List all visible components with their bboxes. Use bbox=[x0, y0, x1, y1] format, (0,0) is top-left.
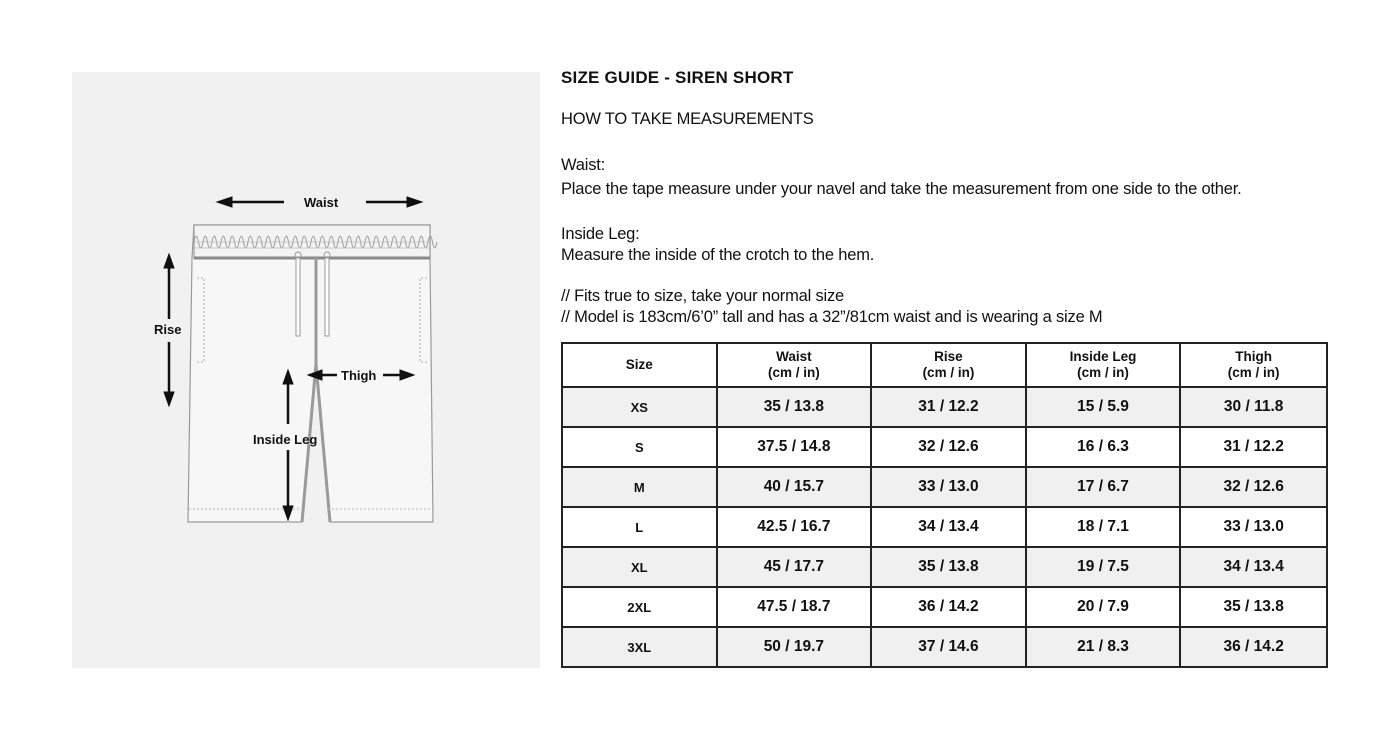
header-inside-leg bbox=[1026, 343, 1181, 387]
shorts-diagram-panel bbox=[72, 72, 540, 668]
cell-inside-leg: 16 / 6.3 bbox=[1026, 427, 1181, 467]
measurements-heading: HOW TO TAKE MEASUREMENTS bbox=[561, 110, 814, 128]
cell-inside-leg: 21 / 8.3 bbox=[1026, 627, 1181, 667]
waist-label: Waist bbox=[304, 195, 339, 210]
header-waist bbox=[717, 343, 872, 387]
header-label: Size bbox=[625, 357, 653, 372]
shorts-illustration bbox=[72, 72, 540, 668]
cell-inside-leg: 15 / 5.9 bbox=[1026, 387, 1181, 427]
header-unit: (cm / in) bbox=[922, 365, 975, 380]
cell-inside-leg: 19 / 7.5 bbox=[1026, 547, 1181, 587]
table-row bbox=[562, 547, 1327, 587]
cell-thigh: 36 / 14.2 bbox=[1180, 627, 1327, 667]
size-table-header bbox=[562, 343, 1327, 387]
header-rise bbox=[871, 343, 1026, 387]
inside-leg-label: Inside Leg bbox=[253, 432, 318, 447]
cell-rise: 34 / 13.4 bbox=[871, 507, 1026, 547]
cell-rise: 36 / 14.2 bbox=[871, 587, 1026, 627]
fit-note: // Fits true to size, take your normal size bbox=[561, 287, 845, 305]
header-label: Waist bbox=[776, 349, 812, 364]
thigh-label: Thigh bbox=[341, 368, 377, 383]
size-table bbox=[561, 342, 1328, 668]
cell-size: 2XL bbox=[562, 587, 717, 627]
table-row bbox=[562, 627, 1327, 667]
cell-size: XL bbox=[562, 547, 717, 587]
table-row bbox=[562, 387, 1327, 427]
header-label: Inside Leg bbox=[1069, 349, 1137, 364]
page-title: SIZE GUIDE - SIREN SHORT bbox=[561, 68, 794, 87]
cell-waist: 40 / 15.7 bbox=[717, 467, 872, 507]
rise-label: Rise bbox=[154, 322, 182, 337]
header-label: Thigh bbox=[1235, 349, 1273, 364]
header-label: Rise bbox=[934, 349, 963, 364]
cell-size: L bbox=[562, 507, 717, 547]
waistband bbox=[194, 225, 430, 258]
cell-thigh: 31 / 12.2 bbox=[1180, 427, 1327, 467]
cell-waist: 42.5 / 16.7 bbox=[717, 507, 872, 547]
cell-rise: 31 / 12.2 bbox=[871, 387, 1026, 427]
cell-rise: 32 / 12.6 bbox=[871, 427, 1026, 467]
cell-inside-leg: 18 / 7.1 bbox=[1026, 507, 1181, 547]
cell-waist: 45 / 17.7 bbox=[717, 547, 872, 587]
cell-size: S bbox=[562, 427, 717, 467]
shorts-outline bbox=[188, 225, 433, 522]
cell-inside-leg: 17 / 6.7 bbox=[1026, 467, 1181, 507]
size-guide-text bbox=[561, 66, 1361, 326]
cell-thigh: 33 / 13.0 bbox=[1180, 507, 1327, 547]
table-row bbox=[562, 587, 1327, 627]
header-thigh bbox=[1180, 343, 1327, 387]
cell-thigh: 32 / 12.6 bbox=[1180, 467, 1327, 507]
cell-size: 3XL bbox=[562, 627, 717, 667]
cell-rise: 33 / 13.0 bbox=[871, 467, 1026, 507]
cell-inside-leg: 20 / 7.9 bbox=[1026, 587, 1181, 627]
cell-thigh: 35 / 13.8 bbox=[1180, 587, 1327, 627]
header-size bbox=[562, 343, 717, 387]
drawstring-left bbox=[296, 258, 300, 336]
cell-waist: 37.5 / 14.8 bbox=[717, 427, 872, 467]
header-unit: (cm / in) bbox=[1077, 365, 1129, 380]
cell-thigh: 30 / 11.8 bbox=[1180, 387, 1327, 427]
cell-thigh: 34 / 13.4 bbox=[1180, 547, 1327, 587]
table-row bbox=[562, 507, 1327, 547]
inside-leg-heading: Inside Leg: bbox=[561, 225, 640, 243]
cell-size: M bbox=[562, 467, 717, 507]
header-unit: (cm / in) bbox=[1227, 365, 1280, 380]
inside-leg-instructions: Measure the inside of the crotch to the hem. bbox=[561, 246, 875, 264]
table-row bbox=[562, 427, 1327, 467]
cell-size: XS bbox=[562, 387, 717, 427]
cell-waist: 47.5 / 18.7 bbox=[717, 587, 872, 627]
model-note: // Model is 183cm/6’0” tall and has a 32”/81cm waist and is wearing a size M bbox=[561, 308, 1103, 326]
table-row bbox=[562, 467, 1327, 507]
header-unit: (cm / in) bbox=[767, 365, 820, 380]
cell-rise: 37 / 14.6 bbox=[871, 627, 1026, 667]
waist-instructions: Place the tape measure under your navel and take the measurement from one side to the other. bbox=[561, 180, 1242, 198]
cell-rise: 35 / 13.8 bbox=[871, 547, 1026, 587]
waist-heading: Waist: bbox=[561, 156, 606, 174]
cell-waist: 35 / 13.8 bbox=[717, 387, 872, 427]
cell-waist: 50 / 19.7 bbox=[717, 627, 872, 667]
drawstring-right bbox=[325, 258, 329, 336]
